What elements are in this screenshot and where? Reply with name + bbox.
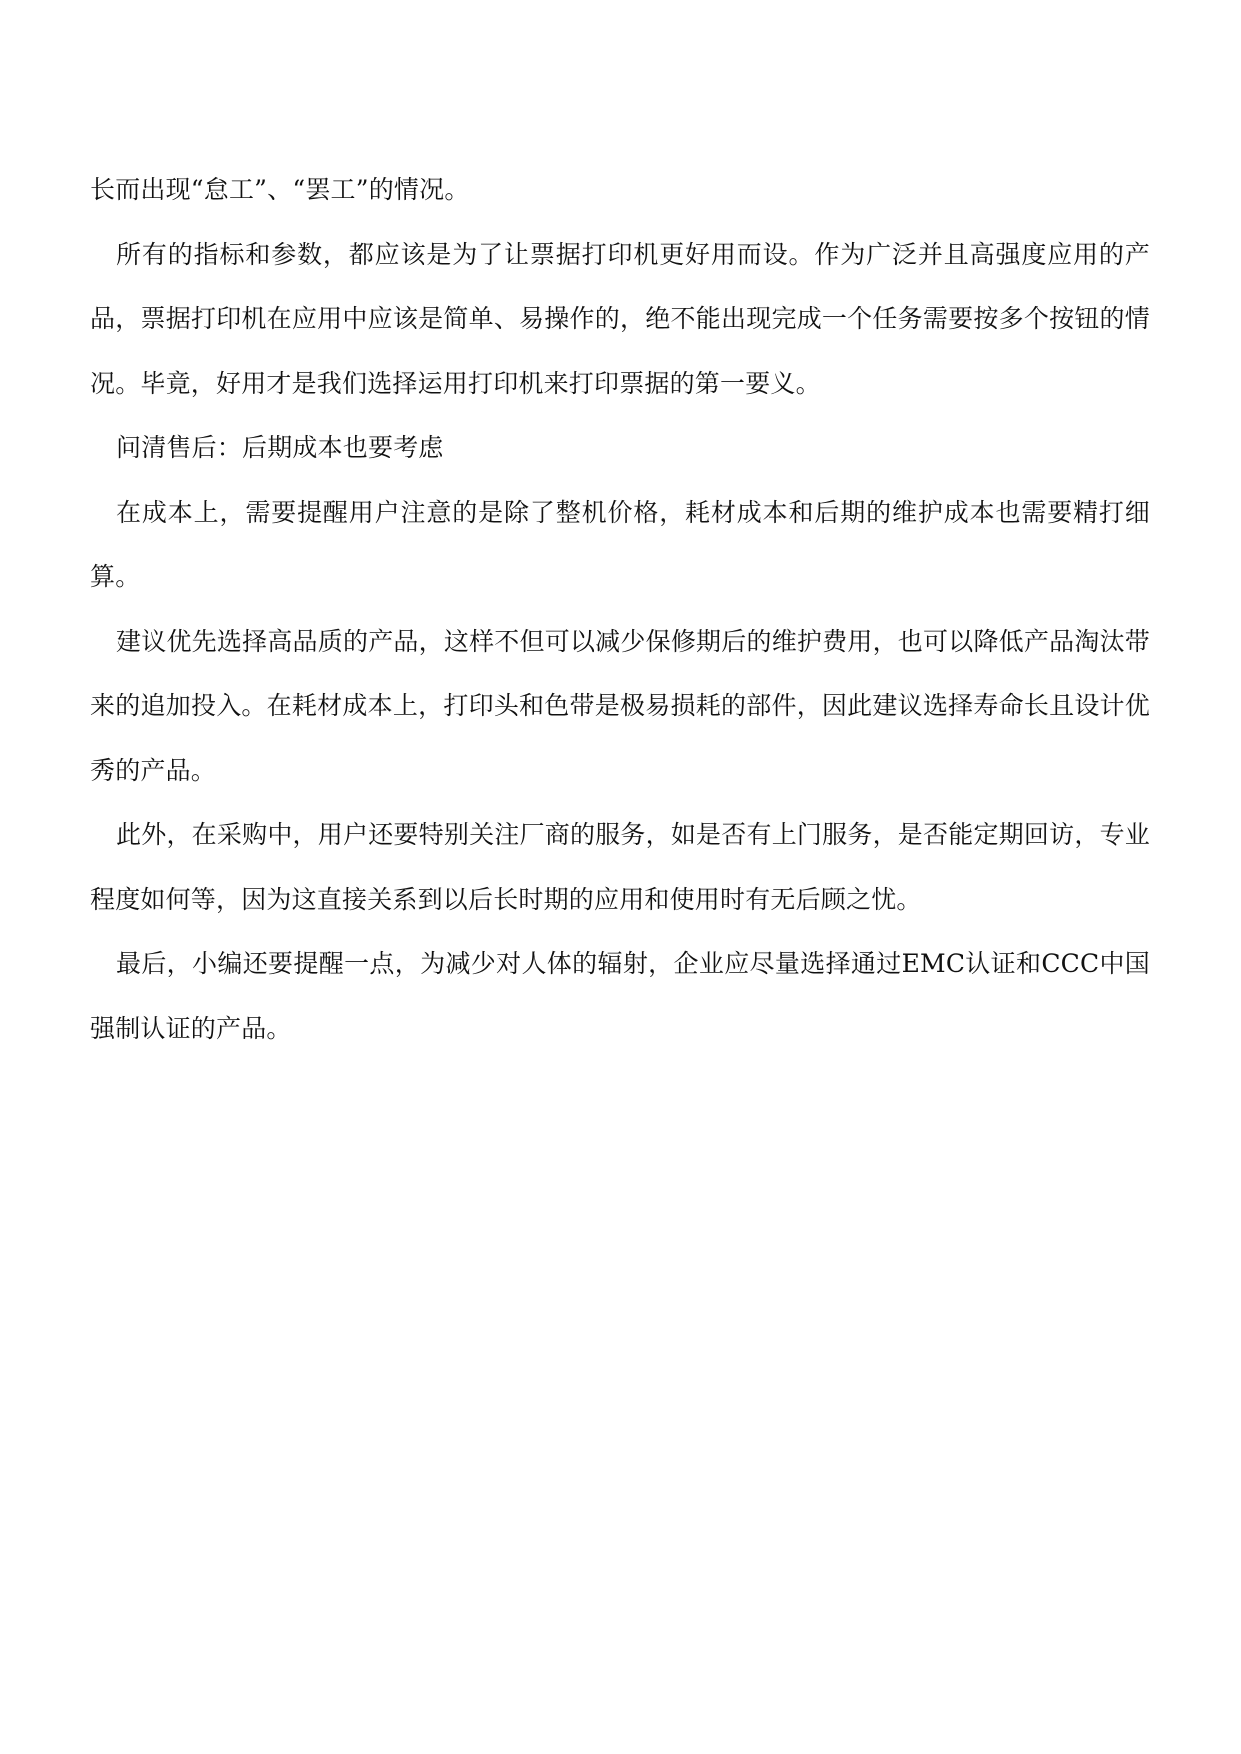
document-body xyxy=(90,158,1150,1061)
paragraph-continuation: 长而出现“怠工”、“罢工”的情况。 xyxy=(90,175,470,204)
paragraph-service: 此外，在采购中，用户还要特别关注厂商的服务，如是否有上门服务，是否能定期回访，专业程度如何等，因为这直接关系到以后长时期的应用和使用时有无后顾之忧。 xyxy=(90,820,1150,914)
section-heading-after-sales: 问清售后：后期成本也要考虑 xyxy=(116,433,444,462)
paragraph-quality: 建议优先选择高品质的产品，这样不但可以减少保修期后的维护费用，也可以降低产品淘汰带来的追加投入。在耗材成本上，打印头和色带是极易损耗的部件，因此建议选择寿命长且设计优秀的产品。 xyxy=(90,626,1150,785)
paragraph-usability: 所有的指标和参数，都应该是为了让票据打印机更好用而设。作为广泛并且高强度应用的产品，票据打印机在应用中应该是简单、易操作的，绝不能出现完成一个任务需要按多个按钮的情况。毕竟，好用才是我们选择运用打印机来打印票据的第一要义。 xyxy=(90,239,1150,398)
paragraph-cost: 在成本上，需要提醒用户注意的是除了整机价格，耗材成本和后期的维护成本也需要精打细算。 xyxy=(90,497,1150,591)
paragraph-certification: 最后，小编还要提醒一点，为减少对人体的辐射，企业应尽量选择通过EMC认证和CCC中国强制认证的产品。 xyxy=(90,949,1150,1043)
